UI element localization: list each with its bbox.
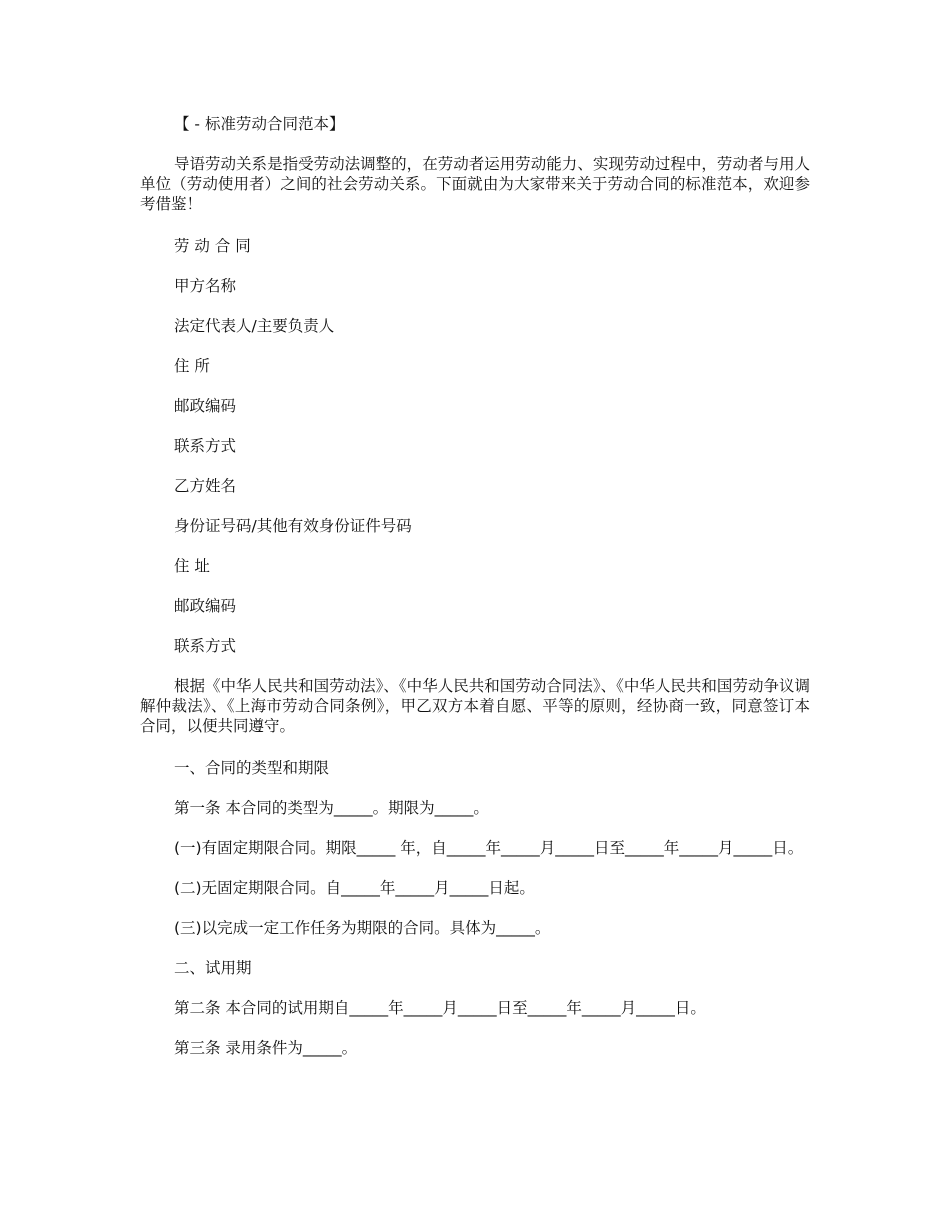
article-1: 第一条 本合同的类型为_____。期限为_____。 xyxy=(174,799,489,817)
party-a-representative-label: 法定代表人/主要负责人 xyxy=(174,317,335,335)
article-2: 第二条 本合同的试用期自_____年_____月_____日至_____年_____月_____日。 xyxy=(174,999,706,1017)
article-3: 第三条 录用条件为_____。 xyxy=(174,1039,358,1057)
article-1-item-3: (三)以完成一定工作任务为期限的合同。具体为_____。 xyxy=(174,919,551,937)
party-a-postcode-label: 邮政编码 xyxy=(174,397,237,415)
intro-paragraph: 导语劳动关系是指受劳动法调整的，在劳动者运用劳动能力、实现劳动过程中，劳动者与用人单位（劳动使用者）之间的社会劳动关系。下面就由为大家带来关于劳动合同的标准范本，欢迎参考借鉴！ xyxy=(140,155,810,213)
party-a-address-label: 住 所 xyxy=(174,357,210,375)
party-a-contact-label: 联系方式 xyxy=(174,437,237,455)
legal-basis-paragraph: 根据《中华人民共和国劳动法》、《中华人民共和国劳动合同法》、《中华人民共和国劳动争议调解仲裁法》、《上海市劳动合同条例》，甲乙双方本着自愿、平等的原则，经协商一致，同意签订本合同，以便共同遵守。 xyxy=(140,677,810,735)
party-b-address-label: 住 址 xyxy=(174,557,210,575)
article-1-item-2: (二)无固定期限合同。自_____年_____月_____日起。 xyxy=(174,879,535,897)
document-title: 【 - 标准劳动合同范本】 xyxy=(174,115,345,133)
section-heading-contract-type: 一、合同的类型和期限 xyxy=(174,759,330,777)
document-body xyxy=(140,112,810,1060)
party-b-id-label: 身份证号码/其他有效身份证件号码 xyxy=(174,517,412,535)
section-heading-probation: 二、试用期 xyxy=(174,959,252,977)
party-b-name-label: 乙方姓名 xyxy=(174,477,237,495)
party-b-postcode-label: 邮政编码 xyxy=(174,597,237,615)
contract-heading: 劳 动 合 同 xyxy=(174,237,251,255)
article-1-item-1: (一)有固定期限合同。期限_____ 年，自_____年_____月_____日至_____年_____月_____日。 xyxy=(174,839,804,857)
party-b-contact-label: 联系方式 xyxy=(174,637,237,655)
party-a-name-label: 甲方名称 xyxy=(174,277,237,295)
